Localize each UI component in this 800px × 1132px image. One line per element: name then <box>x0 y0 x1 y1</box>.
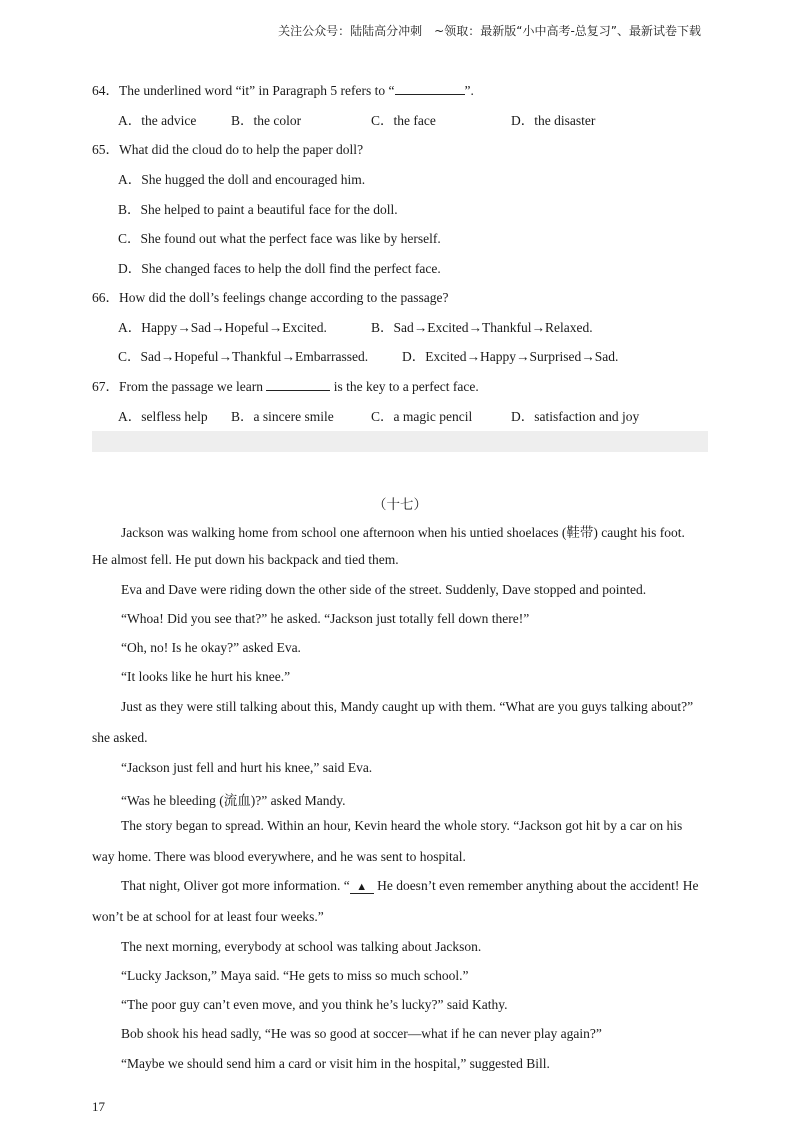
question-66: 66．How did the doll’s feelings change according to the passage? <box>92 290 449 305</box>
passage-line: The story began to spread. Within an hour, Kevin heard the whole story. “Jackson got hit by a car on his <box>121 818 683 833</box>
triangle-blank-marker: ▲ <box>350 881 374 894</box>
question-67-stem-end: is the key to a perfect face. <box>330 379 479 394</box>
option-64-a: A．the advice <box>118 113 197 128</box>
option-64-b: B．the color <box>231 113 302 128</box>
passage-line: He almost fell. He put down his backpack and tied them. <box>92 552 399 567</box>
question-64 <box>92 79 474 99</box>
question-67-stem-start: 67．From the passage we learn <box>92 379 267 394</box>
page-header: 关注公众号：陆陆高分冲刺 ~领取：最新版“小中高考-总复习”、最新试卷下载 <box>278 24 701 38</box>
option-65-a: A．She hugged the doll and encouraged him. <box>118 172 366 187</box>
passage-line: “It looks like he hurt his knee.” <box>121 669 291 684</box>
option-67-d: D．satisfaction and joy <box>511 409 640 424</box>
passage-line: way home. There was blood everywhere, and he was sent to hospital. <box>92 849 466 864</box>
passage-line: won’t be at school for at least four weeks.” <box>92 909 324 924</box>
passage-line: “Was he bleeding (流血)?” asked Mandy. <box>121 793 346 808</box>
passage-line: Just as they were still talking about this, Mandy caught up with them. “What are you guys talking about?” <box>121 699 694 714</box>
passage-line: “Maybe we should send him a card or visit him in the hospital,” suggested Bill. <box>121 1056 550 1071</box>
passage-text: He doesn’t even remember anything about the accident! He <box>373 878 699 893</box>
passage-line: Eva and Dave were riding down the other side of the street. Suddenly, Dave stopped and pointed. <box>121 582 647 597</box>
passage-line: “Lucky Jackson,” Maya said. “He gets to miss so much school.” <box>121 968 469 983</box>
option-65-c: C．She found out what the perfect face was like by herself. <box>118 231 441 246</box>
option-66-b: B．Sad→Excited→Thankful→Relaxed. <box>371 320 593 335</box>
option-65-b: B．She helped to paint a beautiful face for the doll. <box>118 202 398 217</box>
question-65: 65．What did the cloud do to help the paper doll? <box>92 142 364 157</box>
option-66-c: C．Sad→Hopeful→Thankful→Embarrassed. <box>118 349 369 364</box>
passage-line <box>121 878 698 894</box>
passage-line: “Whoa! Did you see that?” he asked. “Jackson just totally fell down there!” <box>121 611 530 626</box>
question-64-stem-start: 64．The underlined word “it” in Paragraph 5 refers to “ <box>92 83 395 98</box>
option-67-a: A．selfless help <box>118 409 208 424</box>
option-64-c: C．the face <box>371 113 436 128</box>
section-divider-bar <box>92 431 708 452</box>
section-title: （十七） <box>373 497 427 513</box>
passage-line: Bob shook his head sadly, “He was so good at soccer—what if he can never play again?” <box>121 1026 602 1041</box>
passage-text: That night, Oliver got more information. “ <box>121 878 350 893</box>
option-67-c: C．a magic pencil <box>371 409 473 424</box>
passage-line: The next morning, everybody at school was talking about Jackson. <box>121 939 482 954</box>
option-64-d: D．the disaster <box>511 113 596 128</box>
passage-line: “The poor guy can’t even move, and you think he’s lucky?” said Kathy. <box>121 997 508 1012</box>
option-66-d: D．Excited→Happy→Surprised→Sad. <box>402 349 619 364</box>
passage-line: “Oh, no! Is he okay?” asked Eva. <box>121 640 301 655</box>
answer-blank <box>266 378 330 391</box>
question-67 <box>92 375 479 395</box>
passage-line: “Jackson just fell and hurt his knee,” said Eva. <box>121 760 373 775</box>
option-65-d: D．She changed faces to help the doll find the perfect face. <box>118 261 441 276</box>
option-66-a: A．Happy→Sad→Hopeful→Excited. <box>118 320 327 335</box>
passage-line: Jackson was walking home from school one afternoon when his untied shoelaces (鞋带) caught his foot. <box>121 525 685 540</box>
passage-line: she asked. <box>92 730 148 745</box>
question-64-stem-end: ”. <box>464 83 474 98</box>
answer-blank <box>395 82 465 95</box>
option-67-b: B．a sincere smile <box>231 409 334 424</box>
page-number: 17 <box>92 1099 105 1114</box>
